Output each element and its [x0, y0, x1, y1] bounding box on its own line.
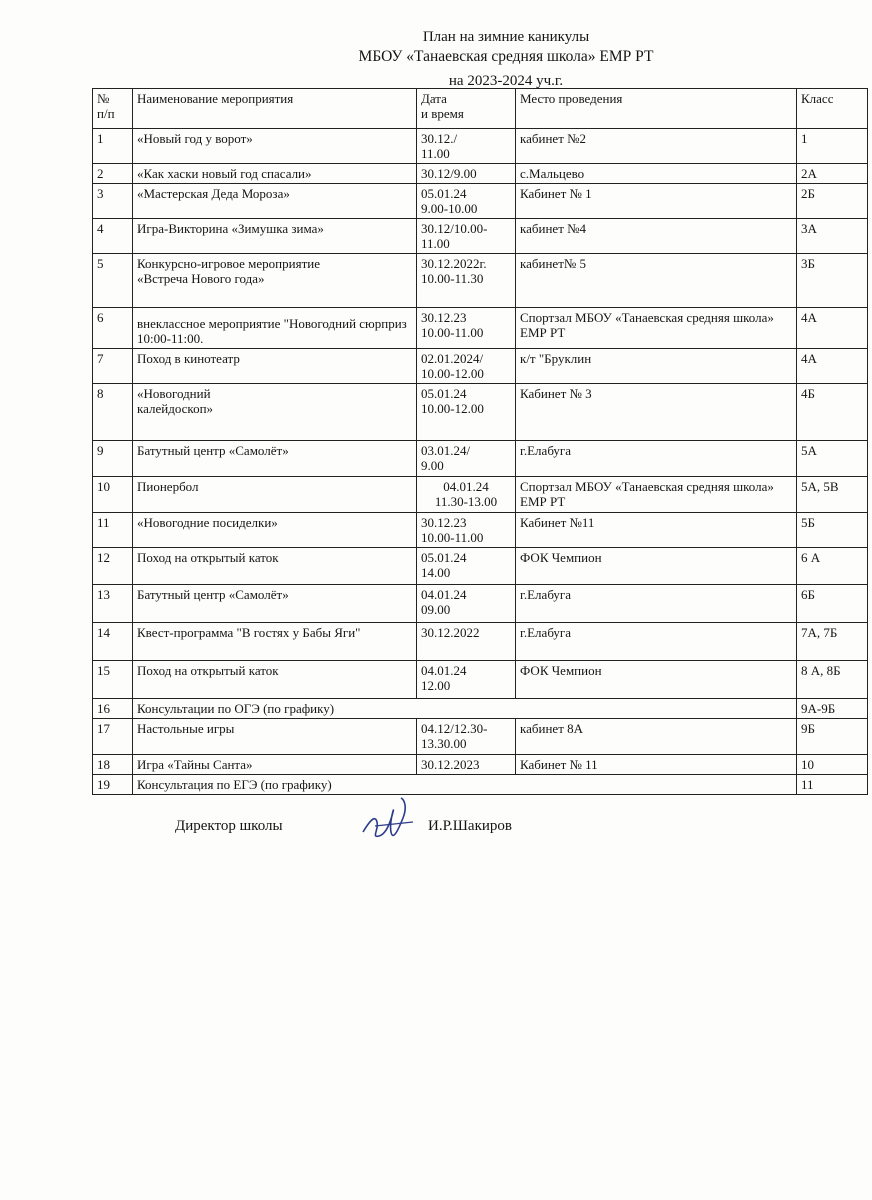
row-num: 11: [93, 513, 133, 548]
row-date: 30.12.23 10.00-11.00: [417, 513, 516, 548]
row-num: 3: [93, 184, 133, 219]
table-row: [93, 699, 868, 719]
row-name: Квест-программа "В гостях у Бабы Яги": [133, 623, 417, 661]
row-place: кабинет №4: [516, 219, 797, 254]
row-num: 14: [93, 623, 133, 661]
row-num: 18: [93, 755, 133, 775]
row-class: 2А: [797, 164, 868, 184]
table-row: [93, 477, 868, 513]
table-row: [93, 548, 868, 585]
table-row: [93, 384, 868, 441]
table-row: [93, 219, 868, 254]
row-name: «Новогодний калейдоскоп»: [133, 384, 417, 441]
row-name: Пионербол: [133, 477, 417, 513]
table-row: [93, 164, 868, 184]
row-name: Батутный центр «Самолёт»: [133, 585, 417, 623]
row-class: 5Б: [797, 513, 868, 548]
row-class: 3Б: [797, 254, 868, 308]
row-place: г.Елабуга: [516, 623, 797, 661]
row-place: Кабинет № 3: [516, 384, 797, 441]
row-name: Консультации по ОГЭ (по графику): [133, 699, 797, 719]
row-place: г.Елабуга: [516, 441, 797, 477]
row-name: Конкурсно-игровое мероприятие «Встреча Нового года»: [133, 254, 417, 308]
row-name: Поход на открытый каток: [133, 661, 417, 699]
row-class: 9А-9Б: [797, 699, 868, 719]
row-num: 7: [93, 349, 133, 384]
row-date: 04.01.24 11.30-13.00: [417, 477, 516, 513]
row-class: 4Б: [797, 384, 868, 441]
row-place: Кабинет № 11: [516, 755, 797, 775]
table-header-row: [93, 89, 868, 129]
row-class: 2Б: [797, 184, 868, 219]
row-date: 05.01.24 10.00-12.00: [417, 384, 516, 441]
table-row: [93, 623, 868, 661]
row-name: Поход в кинотеатр: [133, 349, 417, 384]
row-name: «Новогодние посиделки»: [133, 513, 417, 548]
row-num: 13: [93, 585, 133, 623]
row-num: 15: [93, 661, 133, 699]
table-row: [93, 661, 868, 699]
row-class: 11: [797, 775, 868, 795]
row-name: Игра «Тайны Санта»: [133, 755, 417, 775]
table-row: [93, 184, 868, 219]
table-row: [93, 775, 868, 795]
row-num: 16: [93, 699, 133, 719]
row-num: 6: [93, 308, 133, 349]
row-class: 4А: [797, 349, 868, 384]
row-date: 30.12/9.00: [417, 164, 516, 184]
header-num: № п/п: [93, 89, 133, 129]
table-row: [93, 129, 868, 164]
row-class: 10: [797, 755, 868, 775]
row-name: внеклассное мероприятие "Новогодний сюрприз 10:00-11:00.: [133, 308, 417, 349]
row-place: кабинет №2: [516, 129, 797, 164]
row-place: Спортзал МБОУ «Танаевская средняя школа» ЕМР РТ: [516, 477, 797, 513]
row-date: 30.12.2022г. 10.00-11.30: [417, 254, 516, 308]
row-date: 04.01.24 12.00: [417, 661, 516, 699]
row-name: Консультация по ЕГЭ (по графику): [133, 775, 797, 795]
row-class: 1: [797, 129, 868, 164]
table-row: [93, 513, 868, 548]
header-date: Дата и время: [417, 89, 516, 129]
table-row: [93, 349, 868, 384]
row-num: 9: [93, 441, 133, 477]
row-class: 9Б: [797, 719, 868, 755]
row-date: 30.12.2022: [417, 623, 516, 661]
row-num: 2: [93, 164, 133, 184]
school-name: МБОУ «Танаевская средняя школа» ЕМР РТ: [358, 48, 654, 65]
row-name: Поход на открытый каток: [133, 548, 417, 585]
row-place: Кабинет № 1: [516, 184, 797, 219]
events-table: [92, 88, 868, 795]
table-row: [93, 755, 868, 775]
row-date: 05.01.24 9.00-10.00: [417, 184, 516, 219]
row-num: 8: [93, 384, 133, 441]
table-row: [93, 254, 868, 308]
row-class: 7А, 7Б: [797, 623, 868, 661]
row-num: 19: [93, 775, 133, 795]
row-num: 10: [93, 477, 133, 513]
row-class: 6 А: [797, 548, 868, 585]
row-name: «Новый год у ворот»: [133, 129, 417, 164]
academic-year: на 2023-2024 уч.г.: [448, 73, 564, 89]
table-row: [93, 441, 868, 477]
row-name: Игра-Викторина «Зимушка зима»: [133, 219, 417, 254]
row-date: 04.01.24 09.00: [417, 585, 516, 623]
row-date: 30.12.2023: [417, 755, 516, 775]
row-num: 1: [93, 129, 133, 164]
row-class: 6Б: [797, 585, 868, 623]
row-num: 12: [93, 548, 133, 585]
row-num: 5: [93, 254, 133, 308]
row-num: 4: [93, 219, 133, 254]
header-name: Наименование мероприятия: [133, 89, 417, 129]
signature-icon: [355, 792, 425, 852]
row-place: кабинет 8А: [516, 719, 797, 755]
row-place: Кабинет №11: [516, 513, 797, 548]
row-class: 5А: [797, 441, 868, 477]
row-name: Батутный центр «Самолёт»: [133, 441, 417, 477]
row-class: 4А: [797, 308, 868, 349]
row-date: 05.01.24 14.00: [417, 548, 516, 585]
header-place: Место проведения: [516, 89, 797, 129]
row-place: с.Мальцево: [516, 164, 797, 184]
director-name: И.Р.Шакиров: [428, 818, 512, 834]
row-place: ФОК Чемпион: [516, 548, 797, 585]
table-row: [93, 308, 868, 349]
row-date: 30.12/10.00- 11.00: [417, 219, 516, 254]
row-place: кабинет№ 5: [516, 254, 797, 308]
row-date: 03.01.24/ 9.00: [417, 441, 516, 477]
row-num: 17: [93, 719, 133, 755]
director-title: Директор школы: [175, 818, 283, 834]
row-class: 3А: [797, 219, 868, 254]
row-place: к/т "Бруклин: [516, 349, 797, 384]
header-class: Класс: [797, 89, 868, 129]
row-name: «Мастерская Деда Мороза»: [133, 184, 417, 219]
row-name: «Как хаски новый год спасали»: [133, 164, 417, 184]
row-date: 30.12./ 11.00: [417, 129, 516, 164]
row-name: Настольные игры: [133, 719, 417, 755]
table-row: [93, 719, 868, 755]
row-place: г.Елабуга: [516, 585, 797, 623]
row-date: 02.01.2024/ 10.00-12.00: [417, 349, 516, 384]
row-date: 04.12/12.30- 13.30.00: [417, 719, 516, 755]
row-date: 30.12.23 10.00-11.00: [417, 308, 516, 349]
table-row: [93, 585, 868, 623]
row-class: 8 А, 8Б: [797, 661, 868, 699]
row-place: Спортзал МБОУ «Танаевская средняя школа» ЕМР РТ: [516, 308, 797, 349]
plan-title: План на зимние каникулы: [422, 29, 590, 45]
row-class: 5А, 5В: [797, 477, 868, 513]
row-place: ФОК Чемпион: [516, 661, 797, 699]
